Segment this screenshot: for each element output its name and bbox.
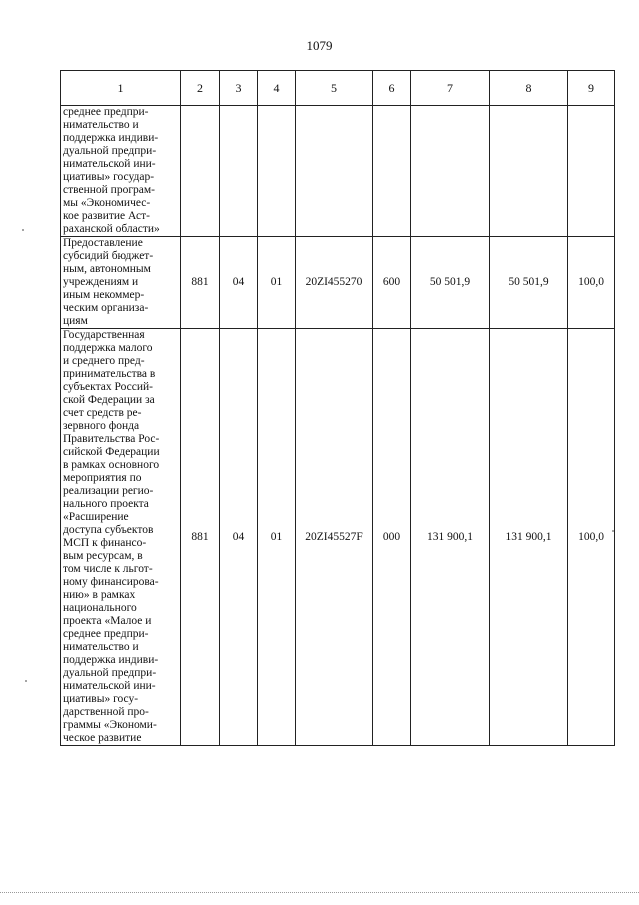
cell-c9	[568, 106, 615, 237]
cell-c7	[411, 106, 490, 237]
cell-c9: 100,0	[568, 329, 615, 746]
cell-c9: 100,0	[568, 237, 615, 329]
row-description: Государственная поддержка малого и среднего пред- принимательства в субъектах Россий- ской Федерации за счет средств ре- зервного фонда Правительства Рос- сийской Федерации в рамках основного мероприятия по реализации регио- нального проекта «Расширение доступа субъектов МСП к финансо- вым ресурсам, в том числе к льгот- ному финансирова- нию» в рамках национального проекта «Малое и среднее предпри- нимательство и поддержка индиви- дуальной предпри- нимательской ини- циативы» госу- дарственной про- граммы «Экономи- ческое развитие	[61, 329, 181, 746]
cell-c7: 131 900,1	[411, 329, 490, 746]
cell-c5: 20ZI45527F	[296, 329, 373, 746]
cell-c6: 000	[373, 329, 411, 746]
row-description: среднее предпри- нимательство и поддержка индиви- дуальной предпри- нимательской ини- циативы» государ- ственной програм- мы «Экономичес- кое развитие Аст- раханской области»	[61, 106, 181, 237]
cell-c2	[181, 106, 220, 237]
budget-table	[60, 70, 615, 746]
cell-c7: 50 501,9	[411, 237, 490, 329]
column-header-2: 2	[181, 71, 220, 106]
cell-c5	[296, 106, 373, 237]
table-row	[61, 329, 615, 746]
cell-c3: 04	[220, 329, 258, 746]
cell-c6	[373, 106, 411, 237]
scan-speck	[22, 229, 24, 231]
column-header-4: 4	[258, 71, 296, 106]
cell-c3	[220, 106, 258, 237]
cell-c6: 600	[373, 237, 411, 329]
column-header-1: 1	[61, 71, 181, 106]
scan-bottom-edge	[0, 892, 639, 893]
scan-speck	[612, 530, 614, 532]
cell-c2: 881	[181, 237, 220, 329]
cell-c4	[258, 106, 296, 237]
cell-c2: 881	[181, 329, 220, 746]
cell-c8	[490, 106, 568, 237]
cell-c8: 50 501,9	[490, 237, 568, 329]
cell-c8: 131 900,1	[490, 329, 568, 746]
table-header-row	[61, 71, 615, 106]
cell-c4: 01	[258, 329, 296, 746]
page-number: 1079	[306, 38, 333, 53]
scan-speck	[25, 680, 27, 682]
row-description: Предоставление субсидий бюджет- ным, автономным учреждениям и иным некоммер- ческим организа- циям	[61, 237, 181, 329]
cell-c5: 20ZI455270	[296, 237, 373, 329]
cell-c4: 01	[258, 237, 296, 329]
table-row	[61, 106, 615, 237]
cell-c3: 04	[220, 237, 258, 329]
column-header-6: 6	[373, 71, 411, 106]
column-header-3: 3	[220, 71, 258, 106]
column-header-5: 5	[296, 71, 373, 106]
table-row	[61, 237, 615, 329]
column-header-7: 7	[411, 71, 490, 106]
column-header-9: 9	[568, 71, 615, 106]
column-header-8: 8	[490, 71, 568, 106]
